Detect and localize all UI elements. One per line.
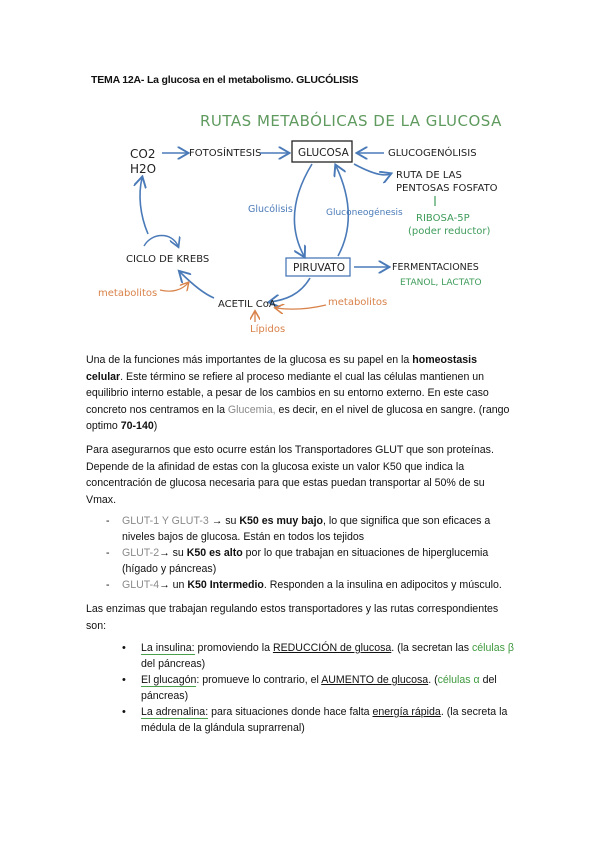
glut-name: GLUT-4 <box>122 579 160 591</box>
enzyme-text-2: . (la secretan las <box>391 642 472 654</box>
dash-marker: - <box>106 579 110 591</box>
glut-list-item <box>106 577 518 593</box>
etanol-lactato-label: ETANOL, LACTATO <box>400 278 482 288</box>
arrow-metabolitos-right <box>276 305 326 309</box>
para1-range: 70-140 <box>120 420 154 432</box>
ribosa-label: RIBOSA-5P <box>416 213 470 224</box>
arrow-acetilcoa-krebs <box>180 272 214 298</box>
gluconeogenesis-label: Gluconeogénesis <box>326 208 403 218</box>
para3-text: Las enzimas que trabajan regulando estos transportadores y las rutas correspondientes son: <box>86 603 499 632</box>
glut-list-item <box>106 545 518 577</box>
enzyme-effect: REDUCCIÓN de glucosa <box>272 642 392 654</box>
bullet-marker: • <box>122 706 126 718</box>
metabolitos-left-label: metabolitos <box>98 288 158 299</box>
glut-name: GLUT-1 Y GLUT-3 <box>122 515 209 527</box>
enzymes-intro-paragraph <box>86 601 516 634</box>
glucosa-label: GLUCOSA <box>298 147 349 159</box>
metabolitos-right-label: metabolitos <box>328 297 388 308</box>
enzyme-name: El glucagón <box>141 674 197 686</box>
ruta-pentosas-line1: RUTA DE LAS <box>396 170 462 181</box>
glut-k50: K50 Intermedio <box>187 579 264 591</box>
enzyme-cells: células β <box>471 642 514 654</box>
enzyme-name: La adrenalina: <box>141 706 209 718</box>
glucogenolisis-label: GLUCOGENÓLISIS <box>388 148 477 159</box>
para1-text-4: ) <box>153 420 158 432</box>
ciclo-krebs-label: CICLO DE KREBS <box>126 254 210 265</box>
para1-text-1: Una de la funciones más importantes de la glucosa es su papel en la <box>86 354 413 366</box>
para1-homeostasis: homeostasis celular <box>86 354 478 383</box>
para1-text-3: es decir, en el nivel de glucosa en sangre. (rango optimo <box>86 403 510 432</box>
page-title: TEMA 12A- La glucosa en el metabolismo. GLUCÓLISIS <box>91 74 359 86</box>
enzyme-list-item <box>122 640 517 672</box>
krebs-cycle-arrow <box>144 236 178 247</box>
poder-reductor-label: (poder reductor) <box>408 226 491 237</box>
fotosintesis-label: FOTOSÍNTESIS <box>189 148 262 159</box>
arrow-krebs-co2 <box>140 178 148 234</box>
glut-arrow-text: → un <box>159 579 188 591</box>
ruta-pentosas-line2: PENTOSAS FOSFATO <box>396 183 498 194</box>
enzyme-text-2: . ( <box>428 674 438 686</box>
enzyme-effect: AUMENTO de glucosa <box>321 674 429 686</box>
lipidos-label: Lípidos <box>250 324 286 335</box>
co2-label: CO2 <box>130 147 156 161</box>
piruvato-label: PIRUVATO <box>293 262 345 274</box>
glut-list-item <box>106 513 518 545</box>
homeostasis-paragraph <box>86 352 516 435</box>
enzyme-text-1: promoviendo la <box>194 642 273 654</box>
para1-text-2: . Este término se refiere al proceso mediante el cual las células mantienen un equilibrio interno estable, a pesar de los cambios en su entorno externo. En este caso concreto nos centramos en la <box>86 370 489 416</box>
arrow-piruvato-acetilcoa <box>270 278 310 302</box>
dash-marker: - <box>106 515 110 527</box>
enzyme-list-item <box>122 672 517 704</box>
enzyme-text-1: para situaciones donde hace falta <box>208 706 373 718</box>
enzyme-cells: células α <box>437 674 480 686</box>
enzyme-text-3: del páncreas) <box>141 658 206 670</box>
metabolic-routes-diagram <box>90 100 520 345</box>
glut-rest: , lo que significa que son eficaces a niveles bajos de glucosa. Están en todos los tejidos <box>122 515 491 543</box>
para1-glucemia: Glucemia, <box>227 403 276 416</box>
arrow-glucolisis <box>294 164 312 256</box>
enzyme-text-2: . (la secreta la médula de la glándula suprarrenal) <box>141 706 508 734</box>
acetil-coa-label: ACETIL CoA <box>218 299 276 310</box>
glut-intro-paragraph <box>86 442 516 508</box>
glut-name: GLUT-2 <box>122 547 160 559</box>
diagram-title: RUTAS METABÓLICAS DE LA GLUCOSA <box>200 112 502 130</box>
dash-marker: - <box>106 547 110 559</box>
enzyme-effect: energía rápida <box>372 706 441 718</box>
glucolisis-label: Glucólisis <box>248 204 293 215</box>
enzyme-text-3: del páncreas) <box>141 674 497 702</box>
enzyme-name: La insulina: <box>141 642 195 654</box>
arrow-glucosa-pentosas <box>354 164 390 175</box>
glut-arrow-text: → su <box>208 515 240 527</box>
bullet-marker: • <box>122 674 126 686</box>
arrow-metabolitos-left <box>160 283 188 291</box>
bullet-marker: • <box>122 642 126 654</box>
fermentaciones-label: FERMENTACIONES <box>392 262 479 273</box>
h2o-label: H2O <box>130 162 157 176</box>
enzyme-list-item <box>122 704 517 736</box>
glut-k50: K50 es alto <box>186 547 243 559</box>
para2-text: Para asegurarnos que esto ocurre están los Transportadores GLUT que son proteínas. Depende de la afinidad de estas con la glucosa existe un valor K50 que indica la concentración de glucosa necesaria para que estas puedan transportar al 50% de su Vmax. <box>86 444 494 506</box>
glut-rest: . Responden a la insulina en adipocitos y músculo. <box>263 579 502 591</box>
glut-arrow-text: → su <box>159 547 187 559</box>
enzyme-text-1: : promueve lo contrario, el <box>196 674 322 686</box>
glut-rest: por lo que trabajan en situaciones de hiperglucemia (hígado y páncreas) <box>122 547 489 575</box>
glut-k50: K50 es muy bajo <box>239 515 323 527</box>
